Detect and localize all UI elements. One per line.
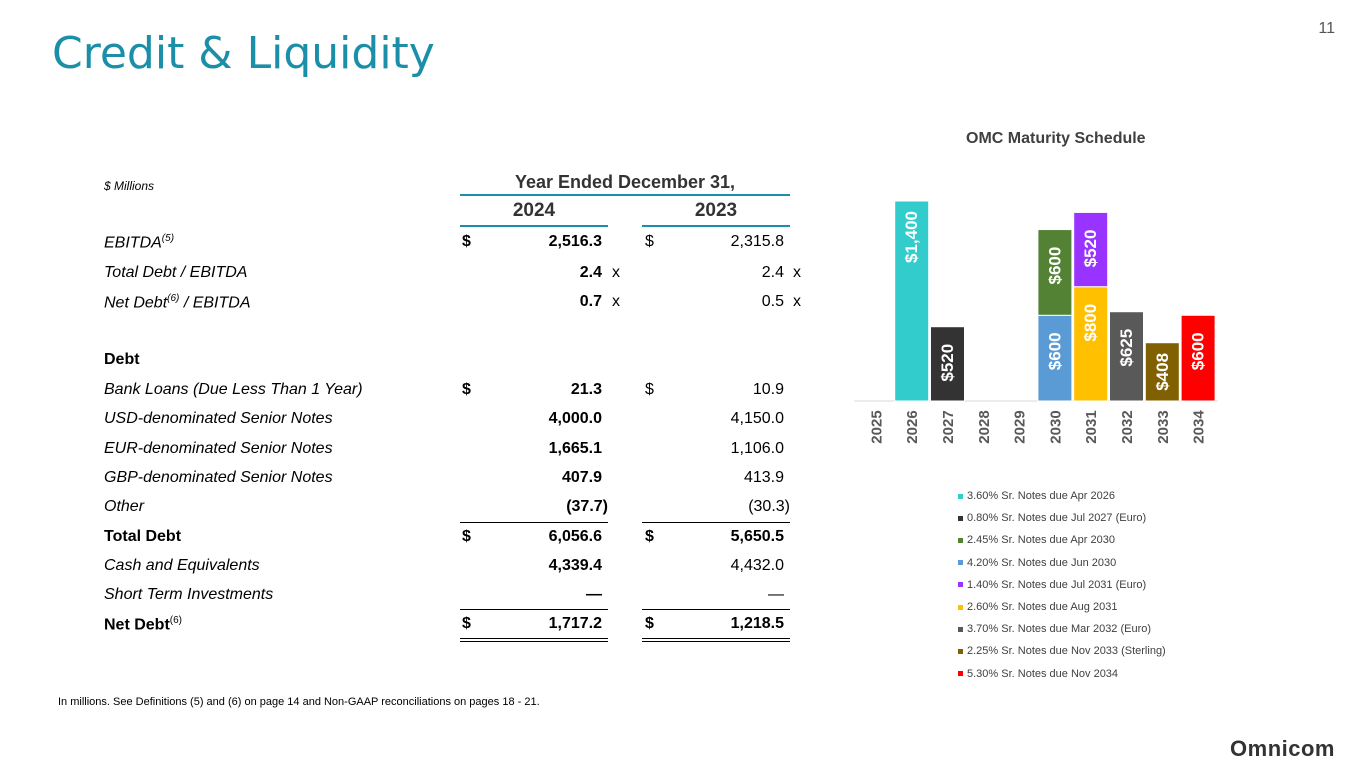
x-tick-label: 2032 [1119, 410, 1136, 444]
value-2023: 1,218.5 [730, 615, 784, 632]
maturity-chart-plot [840, 180, 1280, 480]
row-gbp-notes [104, 469, 814, 498]
page-title: Credit & Liquidity [52, 28, 435, 79]
value-2024: 21.3 [570, 381, 602, 398]
subtotal-rule [642, 522, 790, 523]
row-label: Cash and Equivalents [104, 557, 260, 574]
row-label: EBITDA$^{(5)}$ [104, 233, 175, 252]
value-2024: 1,717.2 [548, 615, 602, 632]
row-label: Total Debt [104, 528, 182, 545]
omnicom-logo: Omnicom [1230, 736, 1335, 761]
legend-item [958, 640, 1166, 662]
legend-label: 1.40% Sr. Notes due Jul 2031 (Euro) [967, 578, 1147, 591]
chart-legend [958, 485, 1166, 685]
value-2023: 4,150.0 [730, 410, 784, 427]
row-bank-loans [104, 381, 814, 410]
page-number: 11 [1318, 20, 1335, 37]
legend-item [958, 529, 1166, 551]
row-total-debt [104, 528, 814, 557]
row-usd-notes [104, 410, 814, 439]
legend-label: 2.60% Sr. Notes due Aug 2031 [967, 601, 1118, 614]
x-tick-label: 2034 [1190, 410, 1208, 444]
data-label: $520 [1081, 229, 1101, 268]
data-label: $600 [1045, 332, 1065, 371]
row-cash [104, 557, 814, 586]
data-label: $600 [1188, 332, 1208, 371]
data-label: $800 [1081, 303, 1101, 342]
row-debt-header [104, 351, 814, 380]
total-double-rule [642, 638, 790, 642]
legend-label: 4.20% Sr. Notes due Jun 2030 [967, 556, 1117, 569]
data-label: $520 [938, 343, 957, 382]
currency-symbol: $ [462, 381, 471, 398]
currency-symbol: $ [645, 528, 654, 545]
legend-item [958, 574, 1166, 596]
legend-label: 2.25% Sr. Notes due Nov 2033 (Sterling) [967, 645, 1166, 658]
value-2023: 0.5 [761, 293, 784, 310]
chart-title: OMC Maturity Schedule [966, 130, 1146, 147]
legend-item [958, 596, 1166, 618]
value-2024: — [586, 586, 602, 603]
x-tick-label: 2030 [1047, 410, 1065, 444]
legend-swatch [958, 494, 963, 499]
multiple-suffix: x [612, 264, 620, 281]
legend-label: 2.45% Sr. Notes due Apr 2030 [967, 534, 1115, 547]
value-2024: 2,516.3 [548, 233, 602, 250]
year-header-1: 2024 [460, 200, 608, 227]
data-label: $625 [1117, 328, 1136, 367]
period-header: Year Ended December 31, [460, 172, 790, 196]
legend-swatch [958, 582, 963, 587]
currency-symbol: $ [462, 528, 471, 545]
legend-label: 3.60% Sr. Notes due Apr 2026 [967, 490, 1115, 503]
multiple-suffix: x [612, 293, 620, 310]
value-2023: 5,650.5 [730, 528, 784, 545]
row-label: Total Debt / EBITDA [104, 264, 248, 281]
value-2023: 413.9 [743, 469, 784, 486]
x-tick-label: 2033 [1154, 410, 1172, 444]
value-2023: 10.9 [752, 381, 784, 398]
value-2023: 2,315.8 [730, 233, 784, 250]
subtotal-rule [460, 522, 608, 523]
row-label: Short Term Investments [104, 586, 274, 603]
legend-swatch [958, 560, 963, 565]
legend-swatch [958, 516, 963, 521]
row-label: Net Debt$^{(6)}$ [104, 615, 183, 634]
row-eur-notes [104, 440, 814, 469]
legend-item [958, 663, 1166, 685]
value-2024: (37.7) [566, 498, 608, 515]
multiple-suffix: x [793, 264, 801, 281]
units-label: $ Millions [104, 179, 155, 193]
row-label: Other [104, 498, 145, 515]
row-net-debt-ebitda [104, 293, 814, 322]
value-2024: 6,056.6 [548, 528, 602, 545]
value-2023: — [768, 586, 784, 603]
value-2024: 0.7 [579, 293, 602, 310]
value-2023: 1,106.0 [730, 440, 784, 457]
value-2023: 2.4 [761, 264, 784, 281]
data-label: $408 [1152, 352, 1172, 391]
value-2024: 2.4 [579, 264, 602, 281]
legend-label: 5.30% Sr. Notes due Nov 2034 [967, 667, 1119, 680]
legend-item [958, 485, 1166, 507]
legend-item [958, 507, 1166, 529]
legend-swatch [958, 605, 963, 610]
row-short-term-investments [104, 586, 814, 615]
row-ebitda [104, 233, 814, 262]
row-label: USD-denominated Senior Notes [104, 410, 333, 427]
data-label: $600 [1045, 246, 1065, 285]
x-tick-label: 2028 [975, 410, 993, 444]
footnote: In millions. See Definitions (5) and (6) on page 14 and Non-GAAP reconciliations on pages 18 - 21. [58, 696, 540, 708]
row-label: GBP-denominated Senior Notes [104, 469, 333, 486]
value-2023: 4,432.0 [730, 557, 784, 574]
subtotal-rule [460, 609, 608, 610]
legend-swatch [958, 671, 963, 676]
x-tick-label: 2029 [1011, 410, 1029, 444]
currency-symbol: $ [645, 615, 654, 632]
x-tick-label: 2025 [868, 410, 886, 444]
data-label: $1,400 [902, 211, 922, 263]
value-2024: 1,665.1 [548, 440, 602, 457]
year-header-2: 2023 [642, 200, 790, 227]
currency-symbol: $ [645, 381, 654, 398]
total-double-rule [460, 638, 608, 642]
section-label: Debt [104, 351, 140, 368]
value-2024: 407.9 [561, 469, 602, 486]
row-label: Net Debt$^{(6)}$ / EBITDA [104, 293, 251, 312]
legend-swatch [958, 627, 963, 632]
legend-item [958, 552, 1166, 574]
row-label: EUR-denominated Senior Notes [104, 440, 333, 457]
x-tick-label: 2031 [1083, 410, 1101, 444]
value-2023: (30.3) [748, 498, 790, 515]
value-2024: 4,339.4 [548, 557, 602, 574]
x-tick-label: 2026 [904, 410, 922, 444]
row-label: Bank Loans (Due Less Than 1 Year) [104, 381, 363, 398]
legend-label: 3.70% Sr. Notes due Mar 2032 (Euro) [967, 623, 1152, 636]
currency-symbol: $ [462, 233, 471, 250]
currency-symbol: $ [645, 233, 654, 250]
legend-label: 0.80% Sr. Notes due Jul 2027 (Euro) [967, 512, 1147, 525]
row-total-debt-ebitda [104, 264, 814, 293]
value-2024: 4,000.0 [548, 410, 602, 427]
x-tick-label: 2027 [940, 410, 957, 444]
legend-swatch [958, 538, 963, 543]
legend-swatch [958, 649, 963, 654]
legend-item [958, 618, 1166, 640]
currency-symbol: $ [462, 615, 471, 632]
subtotal-rule [642, 609, 790, 610]
multiple-suffix: x [793, 293, 801, 310]
